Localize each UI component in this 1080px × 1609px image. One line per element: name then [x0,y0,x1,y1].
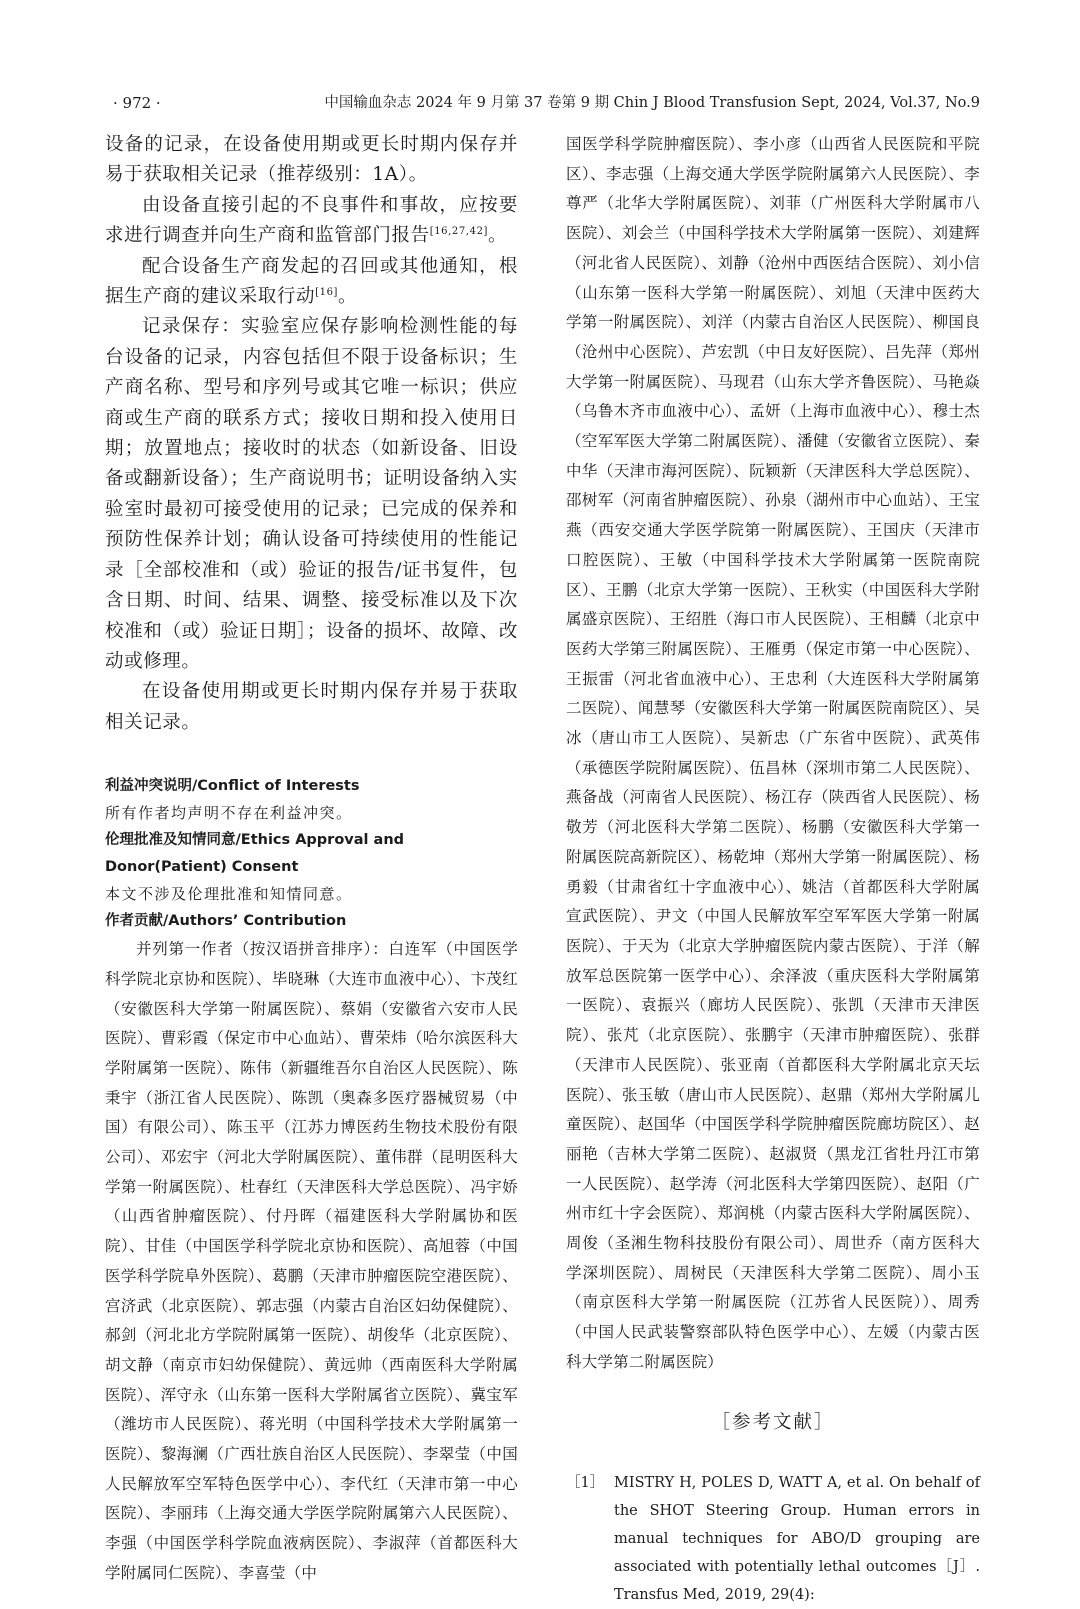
body-paragraph: 记录保存：实验室应保存影响检测性能的每台设备的记录，内容包括但不限于设备标识；生产商名称、型号和序列号或其它唯一标识；供应商或生产商的联系方式；接收日期和投入使用日期；放置地点；接收时的状态（如新设备、旧设备或翻新设备）；生产商说明书；证明设备纳入实验室时最初可接受使用的记录；已完成的保养和预防性保养计划；确认设备可持续使用的性能记录［全部校准和（或）验证的报告/证书复件，包含日期、时间、结果、调整、接受标准以及下次校准和（或）验证日期］；设备的损坏、故障、改动或修理。 [105,316,518,672]
reference-number: ［1］ [566,1474,605,1491]
citation[interactable]: [16] [315,287,339,299]
coi-heading: 利益冲突说明/Conflict of Interests [105,778,360,795]
references-heading: ［参考文献］ [711,1411,835,1433]
body-paragraph: 由设备直接引起的不良事件和事故，应按要求进行调查并向生产商和监管部门报告[16,27,42]。 [105,194,518,247]
coi-text: 所有作者均声明不存在利益冲突。 [105,804,353,823]
reference-text: MISTRY H, POLES D, WATT A, et al. On behalf of the SHOT Steering Group. Human errors in manual techniques for ABO/D grouping are associated with potentially lethal outcomes［J］. Transfus Med, 2019, 29(4): [614,1474,980,1603]
ethics-text: 本文不涉及伦理批准和知情同意。 [105,885,353,904]
journal-citation: 中国输血杂志 2024 年 9 月第 37 卷第 9 期 Chin J Blood Transfusion Sept, 2024, Vol.37, No.9 [324,95,980,111]
author-list-continued: 国医学科学院肿瘤医院）、李小彦（山西省人民医院和平院区）、李志强（上海交通大学医学院附属第六人民医院）、李尊严（北华大学附属医院）、刘菲（广州医科大学附属市八医院）、刘会兰（中国科学技术大学附属第一医院）、刘建辉（河北省人民医院）、刘静（沧州中西医结合医院）、刘小信（山东第一医科大学第一附属医院）、刘旭（天津中医药大学第一附属医院）、刘洋（内蒙古自治区人民医院）、柳国良（沧州中心医院）、芦宏凯（中日友好医院）、吕先萍（郑州大学第一附属医院）、马现君（山东大学齐鲁医院）、马艳焱（乌鲁木齐市血液中心）、孟妍（上海市血液中心）、穆士杰（空军军医大学第二附属医院）、潘健（安徽省立医院）、秦中华（天津市海河医院）、阮颖新（天津医科大学总医院）、邵树军（河南省肿瘤医院）、孙泉（湖州市中心血站）、王宝燕（西安交通大学医学院第一附属医院）、王国庆（天津市口腔医院）、王敏（中国科学技术大学附属第一医院南院区）、王鹏（北京大学第一医院）、王秋实（中国医科大学附属盛京医院）、王绍胜（海口市人民医院）、王相麟（北京中医药大学第三附属医院）、王雁勇（保定市第一中心医院）、王振雷（河北省血液中心）、王忠利（大连医科大学附属第二医院）、闻慧琴（安徽医科大学第一附属医院南院区）、吴冰（唐山市工人医院）、吴新忠（广东省中医院）、武英伟（承德医学院附属医院）、伍昌林（深圳市第二人民医院）、燕备战（河南省人民医院）、杨江存（陕西省人民医院）、杨敬芳（河北医科大学第二医院）、杨鹏（安徽医科大学第一附属医院高新院区）、杨乾坤（郑州大学第一附属医院）、杨勇毅（甘肃省红十字血液中心）、姚洁（首都医科大学附属宣武医院）、尹文（中国人民解放军空军军医大学第一附属医院）、于天为（北京大学肿瘤医院内蒙古医院）、于洋（解放军总医院第一医学中心）、余泽波（重庆医科大学附属第一医院）、袁振兴（廊坊人民医院）、张凯（天津市天津医院）、张芃（北京医院）、张鹏宇（天津市肿瘤医院）、张群（天津市人民医院）、张亚南（首都医科大学附属北京天坛医院）、张玉敏（唐山市人民医院）、赵鼎（郑州大学附属儿童医院）、赵国华（中国医学科学院肿瘤医院廊坊院区）、赵丽艳（吉林大学第二医院）、赵淑贤（黑龙江省牡丹江市第一人民医院）、赵学涛（河北医科大学第四医院）、赵阳（广州市红十字会医院）、郑润桃（内蒙古医科大学附属医院）、周俊（圣湘生物科技股份有限公司）、周世乔（南方医科大学深圳医院）、周树民（天津医科大学第二医院）、周小玉（南京医科大学第一附属医院（江苏省人民医院））、周秀（中国人民武装警察部队特色医学中心）、左媛（内蒙古医科大学第二附属医院） [566,135,980,1371]
contribution-heading: 作者贡献/Authors’ Contribution [105,913,347,930]
citation[interactable]: [16,27,42] [429,226,489,238]
ethics-heading: 伦理批准及知情同意/Ethics Approval and Donor(Patient) Consent [105,832,405,876]
right-column [566,130,980,1609]
body-paragraph: 在设备使用期或更长时期内保存并易于获取相关记录。 [105,681,518,733]
page-header [105,92,980,114]
left-column [105,130,518,1589]
body-paragraph: 设备的记录，在设备使用期或更长时期内保存并易于获取相关记录（推荐级别：1A）。 [105,134,518,186]
author-list: 并列第一作者（按汉语拼音排序）：白连军（中国医学科学院北京协和医院）、毕晓琳（大连市血液中心）、卞茂红（安徽医科大学第一附属医院）、蔡娟（安徽省六安市人民医院）、曹彩霞（保定市中心血站）、曹荣炜（哈尔滨医科大学附属第一医院）、陈伟（新疆维吾尔自治区人民医院）、陈秉宇（浙江省人民医院）、陈凯（奥森多医疗器械贸易（中国）有限公司）、陈玉平（江苏力博医药生物技术股份有限公司）、邓宏宇（河北大学附属医院）、董伟群（昆明医科大学第一附属医院）、杜春红（天津医科大学总医院）、冯宇娇（山西省肿瘤医院）、付丹晖（福建医科大学附属协和医院）、甘佳（中国医学科学院北京协和医院）、高旭蓉（中国医学科学院阜外医院）、葛鹏（天津市肿瘤医院空港医院）、宫济武（北京医院）、郭志强（内蒙古自治区妇幼保健院）、郝剑（河北北方学院附属第一医院）、胡俊华（北京医院）、胡文静（南京市妇幼保健院）、黄远帅（西南医科大学附属医院）、浑守永（山东第一医科大学附属省立医院）、冀宝军（潍坊市人民医院）、蒋光明（中国科学技术大学附属第一医院）、黎海澜（广西壮族自治区人民医院）、李翠莹（中国人民解放军空军特色医学中心）、李代红（天津市第一中心医院）、李丽玮（上海交通大学医学院附属第六人民医院）、李强（中国医学科学院血液病医院）、李淑萍（首都医科大学附属同仁医院）、李喜莹（中 [105,940,518,1582]
reference-item [566,1469,980,1609]
declarations-section [105,773,518,1588]
page-number: · 972 · [113,94,161,112]
body-paragraph: 配合设备生产商发起的召回或其他通知，根据生产商的建议采取行动[16]。 [105,255,518,308]
